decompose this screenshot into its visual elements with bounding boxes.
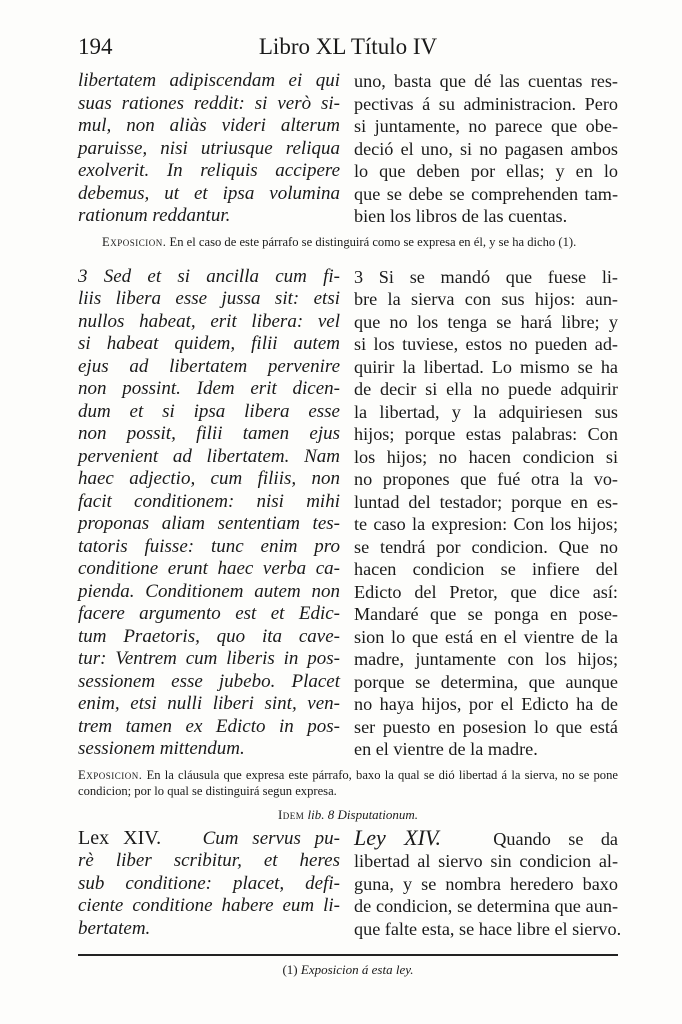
spanish-line: guna, y se nombra heredero baxo [354, 873, 618, 894]
spanish-line: Mandaré que se ponga en pose- [354, 604, 618, 624]
latin-line: Cum servus pu- [202, 827, 340, 849]
spanish-line: bre la sierva con sus hijos: aun- [354, 289, 618, 309]
spanish-line: de condicion, se determina que aun- [354, 896, 618, 916]
latin-line: mul, non aliàs videri alterum [78, 115, 340, 136]
running-title: Libro XL Título IV [258, 34, 438, 59]
latin-line: si habeat quidem, filii autem [78, 333, 340, 354]
latin-line: ejus ad libertatem pervenire [78, 355, 340, 377]
latin-column [78, 827, 340, 941]
paragraph-block-2 [78, 266, 618, 761]
exposicion-text: En el caso de este párrafo se distinguirá como se expresa en él, y se ha dicho (1). [169, 234, 577, 249]
latin-line: debemus, ut et ipsa volumina [78, 182, 340, 204]
spanish-line: bien los libros de las cuentas. [354, 206, 568, 226]
latin-column [78, 70, 340, 228]
spanish-line: si juntamente, no parece que obe- [354, 116, 618, 136]
latin-line: sessionem esse jubebo. Placet [78, 670, 340, 692]
spanish-line: que no los tenga se hará libre; y [354, 311, 618, 332]
spanish-line: uno, basta que dé las cuentas res- [354, 71, 618, 91]
latin-line: libertatem adipiscendam ei qui [78, 70, 340, 91]
citation [78, 807, 618, 823]
latin-line: pienda. Conditionem autem non [78, 580, 340, 602]
spanish-line: ser puesto en posesion lo que está [354, 716, 618, 737]
latin-line: non possint. Idem erit dicen- [78, 378, 340, 399]
spanish-line: luntad del testador; porque en es- [354, 491, 618, 512]
spanish-column [354, 266, 618, 761]
exposicion-label: Exposicion. [102, 234, 167, 249]
latin-line: pervenient ad libertatem. Nam [78, 445, 340, 467]
latin-line: sessionem mittendum. [78, 738, 245, 759]
latin-line: rè liber scribitur, et heres [78, 850, 340, 871]
latin-line: bertatem. [78, 917, 151, 939]
spanish-line: te caso la expresion: Con los hijos; [354, 514, 618, 534]
latin-line: haec adjectio, cum filiis, non [78, 468, 340, 489]
spanish-line: 3 Si se mandó que fuese li- [354, 266, 618, 287]
spanish-line: no haya hijos, por el Edicto ha de [354, 694, 618, 714]
spanish-line: no propones que fué otra la vo- [354, 469, 618, 489]
latin-line: exolverit. In reliquis accipere [78, 160, 340, 181]
page-number: 194 [78, 34, 113, 59]
latin-line: enim, etsi nulli liberi sint, ven- [78, 693, 340, 714]
latin-line: ciente conditione habere eum li- [78, 895, 340, 916]
latin-line: paruisse, nisi utriusque reliqua [78, 137, 340, 159]
footnote-rule [78, 954, 618, 956]
spanish-line: deció el uno, si no pagasen ambos [354, 138, 618, 159]
spanish-line: que falte esta, se hace libre el siervo. [354, 918, 622, 939]
latin-line: trem tamen ex Edicto in pos- [78, 715, 340, 737]
latin-line: dum et si ipsa libera esse [78, 400, 340, 422]
paragraph-block-1 [78, 70, 618, 228]
latin-line: tur: Ventrem cum liberis in pos- [78, 648, 340, 669]
latin-line: liis libera esse jussa sit: etsi [78, 288, 340, 309]
exposicion-label: Exposicion. [78, 767, 143, 782]
spanish-line: Edicto del Pretor, que dice así: [354, 581, 618, 602]
spanish-line: pectivas á su administracion. Pero [354, 93, 618, 114]
latin-line: facit conditionem: nisi mihi [78, 490, 340, 512]
spanish-line: si los tuviese, estos no pueden ad- [354, 334, 618, 354]
latin-line: conditione erunt haec verba ca- [78, 558, 340, 579]
spanish-line: la libertad, y la adquiriesen sus [354, 401, 618, 422]
exposicion-note [78, 234, 618, 250]
spanish-line: los hijos; no hacen condicion si [354, 446, 618, 467]
citation-author: Idem [277, 806, 305, 822]
spanish-line: porque se determina, que aunque [354, 671, 618, 692]
latin-line: tum Praetoris, quo ita cave- [78, 625, 340, 647]
spanish-line: Quando se da [493, 828, 618, 849]
latin-line: sub conditione: placet, defi- [78, 872, 340, 894]
latin-line: proponas aliam sententiam tes- [78, 513, 340, 534]
latin-column [78, 266, 340, 761]
ley-heading: Ley XIV. [354, 824, 442, 850]
citation-work: lib. 8 Disputationum. [307, 806, 419, 822]
exposicion-text: En la cláusula que expresa este párrafo, baxo la qual se dió libertad á la sierva, no se pone condicion; por lo qual se distinguirá segun expresa. [78, 767, 618, 798]
spanish-line: que se debe se comprehenden tam- [354, 183, 618, 204]
footnote [78, 962, 618, 978]
footnote-marker: (1) [282, 962, 298, 977]
spanish-line: hacen condicion se infiere del [354, 559, 618, 579]
spanish-line: sion lo que está en el vientre de la [354, 626, 618, 647]
footnote-text: Exposicion á esta ley. [300, 962, 414, 977]
latin-line: 3 Sed et si ancilla cum fi- [78, 265, 340, 287]
page-header [78, 34, 618, 64]
spanish-line: hijos; porque estas palabras: Con [354, 424, 618, 444]
latin-line: suas rationes reddit: si verò si- [78, 92, 340, 114]
latin-line: tatoris fuisse: tunc enim pro [78, 535, 340, 557]
page [78, 34, 622, 978]
spanish-column [354, 70, 618, 228]
exposicion-note [78, 767, 618, 799]
spanish-line: se tendrá por condicion. Que no [354, 536, 618, 557]
latin-line: rationum reddantur. [78, 205, 231, 226]
spanish-line: lo que deben por ellas; y en lo [354, 161, 618, 181]
latin-line: nullos habeat, erit libera: vel [78, 310, 340, 332]
spanish-line: libertad al siervo sin condicion al- [354, 851, 618, 871]
paragraph-block-3 [78, 824, 622, 941]
spanish-line: en el vientre de la madre. [354, 739, 538, 759]
latin-line: facere argumento est et Edic- [78, 603, 340, 624]
spanish-line: madre, juntamente con los hijos; [354, 649, 618, 669]
latin-line: non possit, filii tamen ejus [78, 423, 340, 444]
spanish-column [354, 824, 622, 941]
lex-heading: Lex XIV. [78, 826, 162, 849]
spanish-line: de decir si ella no puede adquirir [354, 379, 618, 399]
spanish-line: quirir la libertad. Lo mismo se ha [354, 356, 618, 377]
